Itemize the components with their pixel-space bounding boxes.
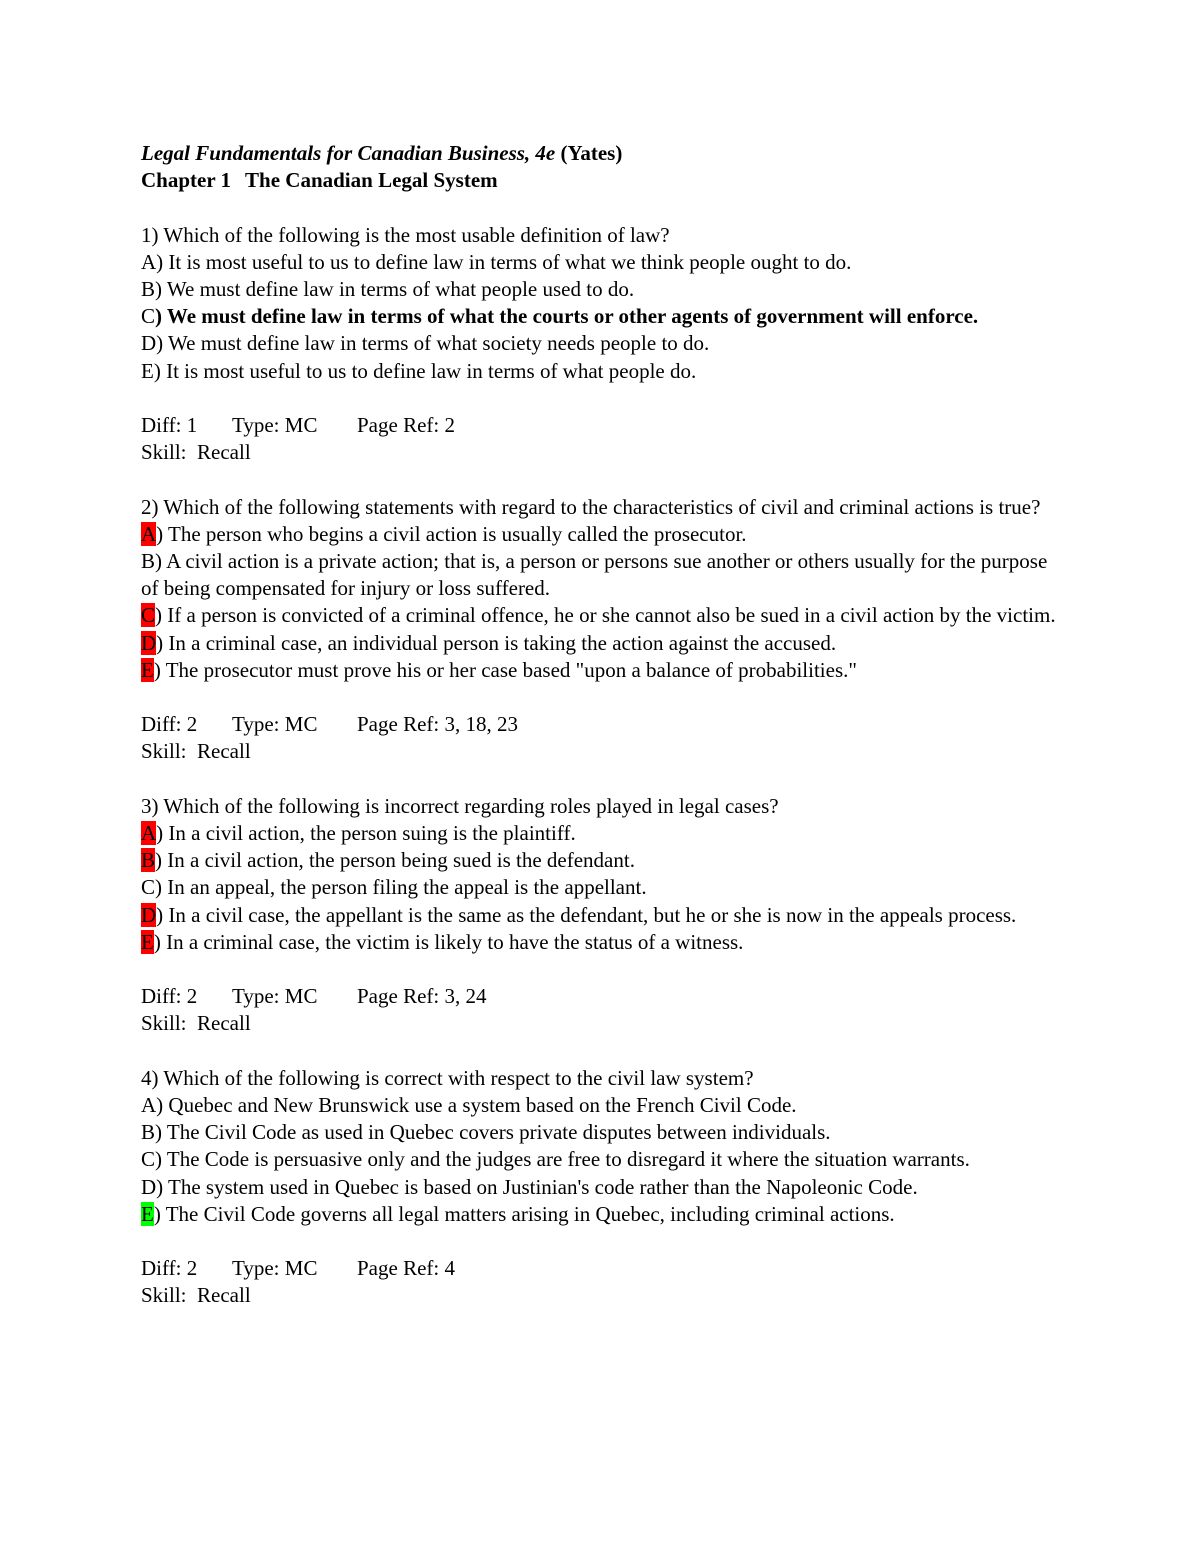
option-letter-highlight-red: D [141,902,157,927]
option-letter: D [141,1174,157,1199]
option-text: ) In a civil action, the person suing is the plaintiff. [156,821,576,845]
question-type: Type: MC [232,984,318,1009]
question-number: 3) [141,793,159,818]
option-text: ) We must define law in terms of what people used to do. [155,277,635,301]
question-meta [141,1255,1061,1282]
option-letter: A [141,1093,157,1117]
difficulty: Diff: 1 [141,413,198,437]
option-text: ) It is most useful to us to define law in terms of what we think people ought to do. [156,249,852,274]
option-text: ) The Civil Code governs all legal matters arising in Quebec, including criminal actions. [153,1201,895,1226]
chapter-label: Chapter 1 [141,168,232,193]
page-reference: Page Ref: 4 [357,1256,455,1281]
option-letter: B [141,549,156,573]
answer-option [141,1174,1061,1201]
question-text [141,1065,1061,1092]
option-text: ) The system used in Quebec is based on Justinian's code rather than the Napoleonic Code. [156,1174,918,1199]
option-letter-highlight-red: B [141,848,156,873]
option-letter-highlight-red: E [141,657,154,682]
difficulty: Diff: 2 [141,984,198,1009]
skill-label: Skill: Recall [141,440,251,465]
option-letter: E [141,358,154,383]
answer-option [141,1201,1061,1228]
answer-option-correct [141,303,1061,330]
option-letter: A [141,249,157,274]
skill-label: Skill: Recall [141,1283,251,1308]
option-letter-highlight-green: E [141,1201,154,1226]
option-text: ) In a criminal case, an individual person is taking the action against the accused. [156,630,837,655]
question-number: 1) [141,222,159,247]
question-block [141,494,1061,766]
page-reference: Page Ref: 2 [357,413,455,437]
answer-option [141,630,1061,657]
option-letter-highlight-red: A [141,821,157,845]
question-text [141,793,1061,820]
option-text: ) In a criminal case, the victim is likely to have the status of a witness. [153,929,744,954]
answer-option [141,521,1061,548]
option-letter-highlight-red: E [141,929,154,954]
difficulty: Diff: 2 [141,1256,198,1281]
question-block [141,1065,1061,1310]
question-meta [141,412,1061,439]
option-text: ) The Code is persuasive only and the judges are free to disregard it where the situation warrants. [155,1147,970,1172]
question-number: 4) [141,1065,159,1090]
answer-option [141,874,1061,901]
option-letter-highlight-red: D [141,630,157,655]
question-text [141,222,1061,249]
option-letter: C [141,1147,156,1172]
question-stem: Which of the following statements with regard to the characteristics of civil and criminal actions is true? [163,494,1041,519]
book-title: Legal Fundamentals for Canadian Business, 4e [141,141,556,165]
skill-label: Skill: Recall [141,739,251,764]
question-stem: Which of the following is correct with respect to the civil law system? [163,1065,754,1090]
question-meta [141,711,1061,738]
option-letter: D [141,331,157,356]
option-text: ) The person who begins a civil action is usually called the prosecutor. [156,521,747,546]
answer-option [141,1146,1061,1173]
difficulty: Diff: 2 [141,712,198,737]
chapter-title: The Canadian Legal System [245,168,498,193]
option-text: ) In an appeal, the person filing the appeal is the appellant. [155,875,647,900]
document-title [141,140,1061,167]
question-type: Type: MC [232,413,318,437]
answer-option [141,1119,1061,1146]
option-letter: C [141,875,156,900]
option-letter: B [141,277,156,301]
answer-option [141,276,1061,303]
question-number: 2) [141,494,159,519]
question-meta [141,983,1061,1010]
answer-option [141,548,1061,602]
option-text: ) It is most useful to us to define law in terms of what people do. [153,358,697,383]
option-text: ) Quebec and New Brunswick use a system based on the French Civil Code. [156,1093,797,1117]
option-letter-highlight-red: C [141,603,156,628]
answer-option [141,330,1061,357]
page-reference: Page Ref: 3, 24 [357,984,487,1009]
answer-option [141,602,1061,629]
answer-option [141,902,1061,929]
question-stem: Which of the following is the most usable definition of law? [163,222,670,247]
option-text: ) A civil action is a private action; that is, a person or persons sue another or others usually for the purpose of being compensated for injury or loss suffered. [141,549,1048,601]
question-stem: Which of the following is incorrect regarding roles played in legal cases? [163,793,779,818]
page-reference: Page Ref: 3, 18, 23 [357,712,518,737]
option-text: ) If a person is convicted of a criminal offence, he or she cannot also be sued in a civil action by the victim. [155,603,1056,628]
option-text: ) We must define law in terms of what society needs people to do. [156,331,710,356]
option-text: ) The Civil Code as used in Quebec covers private disputes between individuals. [155,1120,831,1145]
option-letter: C [141,304,156,329]
question-text [141,494,1061,521]
answer-option [141,1092,1061,1119]
question-type: Type: MC [232,1256,318,1281]
option-letter: B [141,1120,156,1145]
answer-option [141,358,1061,385]
answer-option [141,929,1061,956]
answer-option [141,820,1061,847]
option-text: ) In a civil action, the person being sued is the defendant. [155,848,635,873]
option-text: ) In a civil case, the appellant is the same as the defendant, but he or she is now in the appeals process. [156,902,1017,927]
question-block [141,222,1061,467]
option-text: ) The prosecutor must prove his or her case based "upon a balance of probabilities." [153,657,857,682]
answer-option [141,847,1061,874]
book-author: (Yates) [560,141,623,165]
answer-option [141,657,1061,684]
question-type: Type: MC [232,712,318,737]
document-page [141,140,1061,1310]
answer-option [141,249,1061,276]
question-block [141,793,1061,1038]
option-letter-highlight-red: A [141,521,157,546]
option-text: ) We must define law in terms of what the courts or other agents of government will enforce. [155,304,979,329]
skill-label: Skill: Recall [141,1011,251,1036]
chapter-heading [141,167,1061,194]
